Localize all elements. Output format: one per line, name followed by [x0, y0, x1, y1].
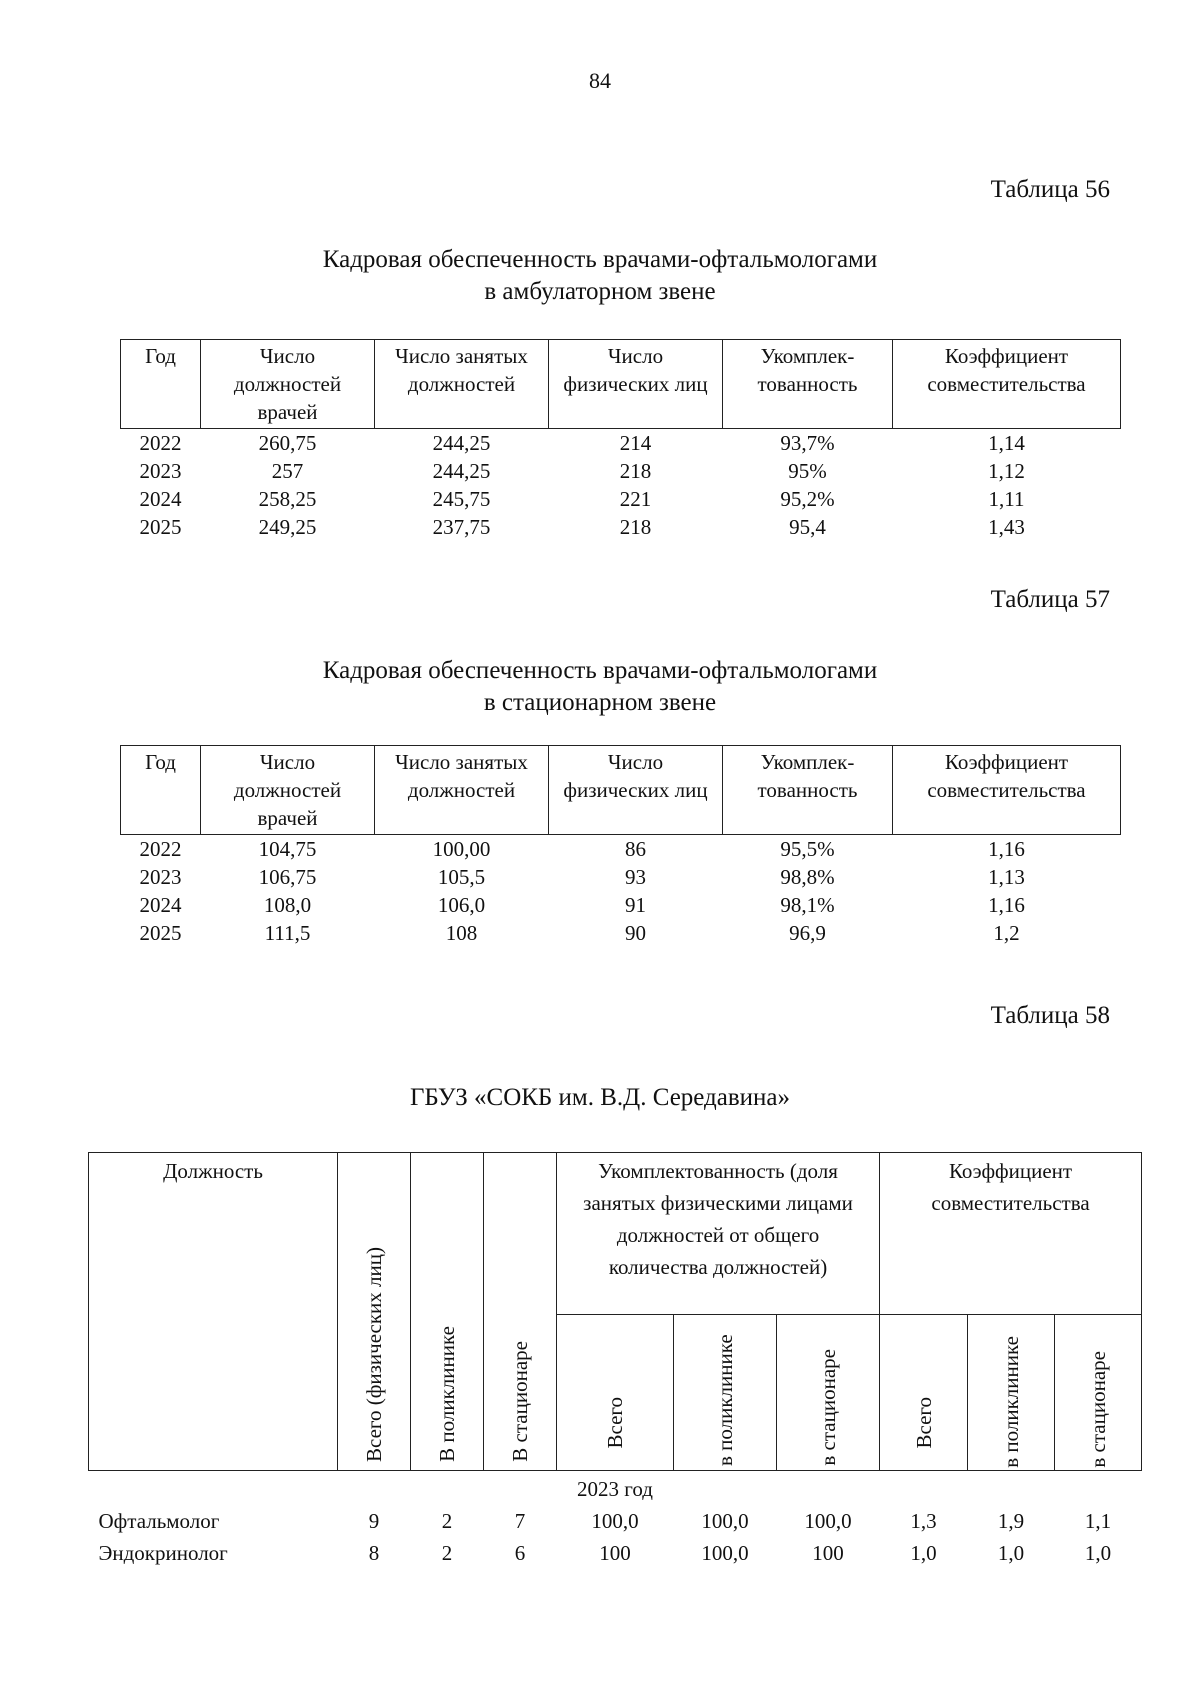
- table58-header-polyclinic: [411, 1153, 484, 1471]
- table58-year-row: [89, 1471, 1142, 1506]
- table58-cell: 100: [812, 1541, 844, 1565]
- table57-cell: 95,5%: [780, 837, 835, 861]
- table57-header-row: [121, 746, 1121, 835]
- table56-cell: 245,75: [432, 487, 491, 511]
- table58: [88, 1152, 1142, 1569]
- table56-cell: 214: [619, 431, 652, 455]
- table58-cell: 1,3: [910, 1509, 937, 1533]
- table58-cell: 2: [441, 1541, 453, 1565]
- table56-cell: 237,75: [432, 515, 491, 539]
- table58-header-hospital-text: В стационаре: [508, 1341, 532, 1462]
- table56-cell: 1,43: [988, 515, 1025, 539]
- table57-cell: 2023: [139, 865, 182, 889]
- table58-header-coef-polyclinic-text: в поликлинике: [999, 1336, 1024, 1468]
- table56-cell: 244,25: [432, 459, 491, 483]
- table58-title: ГБУЗ «СОКБ им. В.Д. Середавина»: [409, 1084, 791, 1111]
- table58-cell: 9: [368, 1509, 380, 1533]
- table58-label: Таблица 58: [990, 1002, 1110, 1029]
- table-row: [121, 429, 1121, 458]
- table56-cell: 244,25: [432, 431, 491, 455]
- table56-cell: 1,14: [988, 431, 1025, 455]
- table58-header-staffing-total: [557, 1315, 674, 1471]
- table56-cell: 1,12: [988, 459, 1025, 483]
- table57-title: [0, 655, 1200, 719]
- table57-header-persons: Число физических лиц: [549, 746, 723, 835]
- table58-header-hospital: [484, 1153, 557, 1471]
- table57-cell: 108,0: [263, 893, 312, 917]
- table-row: [121, 513, 1121, 541]
- table58-header-staffing-total-text: Всего: [603, 1396, 627, 1448]
- table58-cell: 6: [514, 1541, 526, 1565]
- table58-cell: 1,9: [997, 1509, 1025, 1533]
- table58-cell: 1,0: [1084, 1541, 1112, 1565]
- table58-cell: 7: [514, 1509, 526, 1533]
- table58-cell-position: Эндокринолог: [98, 1541, 228, 1565]
- table57-title-line2: в стационарном звене: [483, 689, 717, 716]
- table56-header-staffing: Укомплек-тованность: [723, 340, 893, 429]
- table56-cell: 221: [619, 487, 652, 511]
- table56-header-persons: Число физических лиц: [549, 340, 723, 429]
- table57-cell: 86: [625, 837, 646, 861]
- table-row: [89, 1537, 1142, 1569]
- table57-cell: 2024: [139, 893, 182, 917]
- table58-header-coef-polyclinic: [968, 1315, 1055, 1471]
- table56-label: Таблица 56: [990, 176, 1110, 203]
- table-row: [121, 835, 1121, 864]
- table57-header-year: Год: [121, 746, 201, 835]
- table56-title-line2: в амбулаторном звене: [484, 278, 716, 305]
- table57-cell: 108: [445, 921, 478, 945]
- table56-header-year: Год: [121, 340, 201, 429]
- table58-cell: 100: [599, 1541, 631, 1565]
- table57-cell: 104,75: [258, 837, 317, 861]
- table56-title: [0, 244, 1200, 308]
- table57-cell: 106,0: [437, 893, 486, 917]
- table-row: [121, 457, 1121, 485]
- table57-cell: 91: [625, 893, 646, 917]
- table56-cell: 2025: [139, 515, 182, 539]
- table58-cell: 100,0: [701, 1509, 749, 1533]
- table58-cell-position: Офтальмолог: [98, 1509, 220, 1533]
- table-row: [89, 1505, 1142, 1537]
- table58-header-coef-total-text: Всего: [911, 1396, 936, 1448]
- table56-title-line1: Кадровая обеспеченность врачами-офтальмологами: [322, 246, 878, 273]
- table57-cell: 106,75: [258, 865, 317, 889]
- table58-header-staffing-polyclinic: [674, 1315, 777, 1471]
- table58-header-coef-hospital: [1055, 1315, 1142, 1471]
- table56-cell: 257: [271, 459, 304, 483]
- table57-cell: 1,2: [993, 921, 1020, 945]
- table56-cell: 258,25: [258, 487, 317, 511]
- table56-header-row: [121, 340, 1121, 429]
- table58-year-label: 2023 год: [577, 1477, 653, 1501]
- table57-cell: 1,13: [988, 865, 1025, 889]
- table58-header-total-text: Всего (физических лиц): [362, 1247, 386, 1462]
- table57: [120, 745, 1121, 947]
- table57-header-staffing: Укомплек-тованность: [723, 746, 893, 835]
- table58-header-total: [338, 1153, 411, 1471]
- table56-header-coef: Коэффициент совместительства: [893, 340, 1121, 429]
- table57-cell: 90: [625, 921, 646, 945]
- table58-cell: 100,0: [804, 1509, 852, 1533]
- table58-cell: 1,0: [910, 1541, 937, 1565]
- table56-header-posts: Число должностей врачей: [201, 340, 375, 429]
- table-row: [121, 485, 1121, 513]
- page-number: 84: [589, 68, 611, 93]
- table-row: [121, 863, 1121, 891]
- table57-header-occupied: Число занятых должностей: [375, 746, 549, 835]
- table56-cell: 2024: [139, 487, 182, 511]
- table57-cell: 100,00: [432, 837, 491, 861]
- table58-header-staffing-group: Укомплектованность (доля занятых физическими лицами должностей от общего количества должностей): [557, 1153, 880, 1315]
- table58-header-polyclinic-text: В поликлинике: [435, 1326, 459, 1462]
- table58-header-staffing-hospital-text: в стационаре: [816, 1349, 841, 1466]
- table58-header-coef-hospital-text: в стационаре: [1086, 1351, 1111, 1468]
- table58-header-row-top: [89, 1153, 1142, 1315]
- table58-header-coef-group: Коэффициент совместительства: [880, 1153, 1142, 1315]
- table57-cell: 105,5: [437, 865, 486, 889]
- table57-cell: 1,16: [988, 893, 1025, 917]
- table56-cell: 93,7%: [780, 431, 835, 455]
- table57-header-coef: Коэффициент совместительства: [893, 746, 1121, 835]
- table58-cell: 1,1: [1084, 1509, 1112, 1533]
- table58-header-staffing-hospital: [777, 1315, 880, 1471]
- table57-cell: 98,1%: [780, 893, 835, 917]
- table57-cell: 96,9: [789, 921, 826, 945]
- table58-header-position: Должность: [89, 1153, 338, 1471]
- table57-cell: 2022: [139, 837, 182, 861]
- table57-cell: 2025: [139, 921, 182, 945]
- table56-cell: 95,4: [789, 515, 826, 539]
- table57-title-line1: Кадровая обеспеченность врачами-офтальмологами: [322, 657, 878, 684]
- table57-cell: 98,8%: [780, 865, 835, 889]
- table57-header-posts: Число должностей врачей: [201, 746, 375, 835]
- table58-cell: 2: [441, 1509, 453, 1533]
- table56-cell: 249,25: [258, 515, 317, 539]
- table56-cell: 2023: [139, 459, 182, 483]
- table58-cell: 1,0: [997, 1541, 1025, 1565]
- table56-cell: 2022: [139, 431, 182, 455]
- table57-cell: 1,16: [988, 837, 1025, 861]
- table58-header-staffing-polyclinic-text: в поликлинике: [713, 1334, 737, 1466]
- table58-cell: 100,0: [591, 1509, 639, 1533]
- table57-cell: 111,5: [264, 921, 311, 945]
- table56-header-occupied: Число занятых должностей: [375, 340, 549, 429]
- table58-header-coef-total: [880, 1315, 968, 1471]
- table56: [120, 339, 1121, 541]
- table56-cell: 218: [619, 515, 652, 539]
- table-row: [121, 919, 1121, 947]
- table56-cell: 95,2%: [780, 487, 835, 511]
- table58-cell: 8: [368, 1541, 380, 1565]
- table56-cell: 260,75: [258, 431, 317, 455]
- table58-cell: 100,0: [701, 1541, 749, 1565]
- table56-cell: 1,11: [988, 487, 1025, 511]
- table56-cell: 218: [619, 459, 652, 483]
- table56-cell: 95%: [788, 459, 827, 483]
- table57-label: Таблица 57: [990, 586, 1110, 613]
- table-row: [121, 891, 1121, 919]
- table57-cell: 93: [625, 865, 646, 889]
